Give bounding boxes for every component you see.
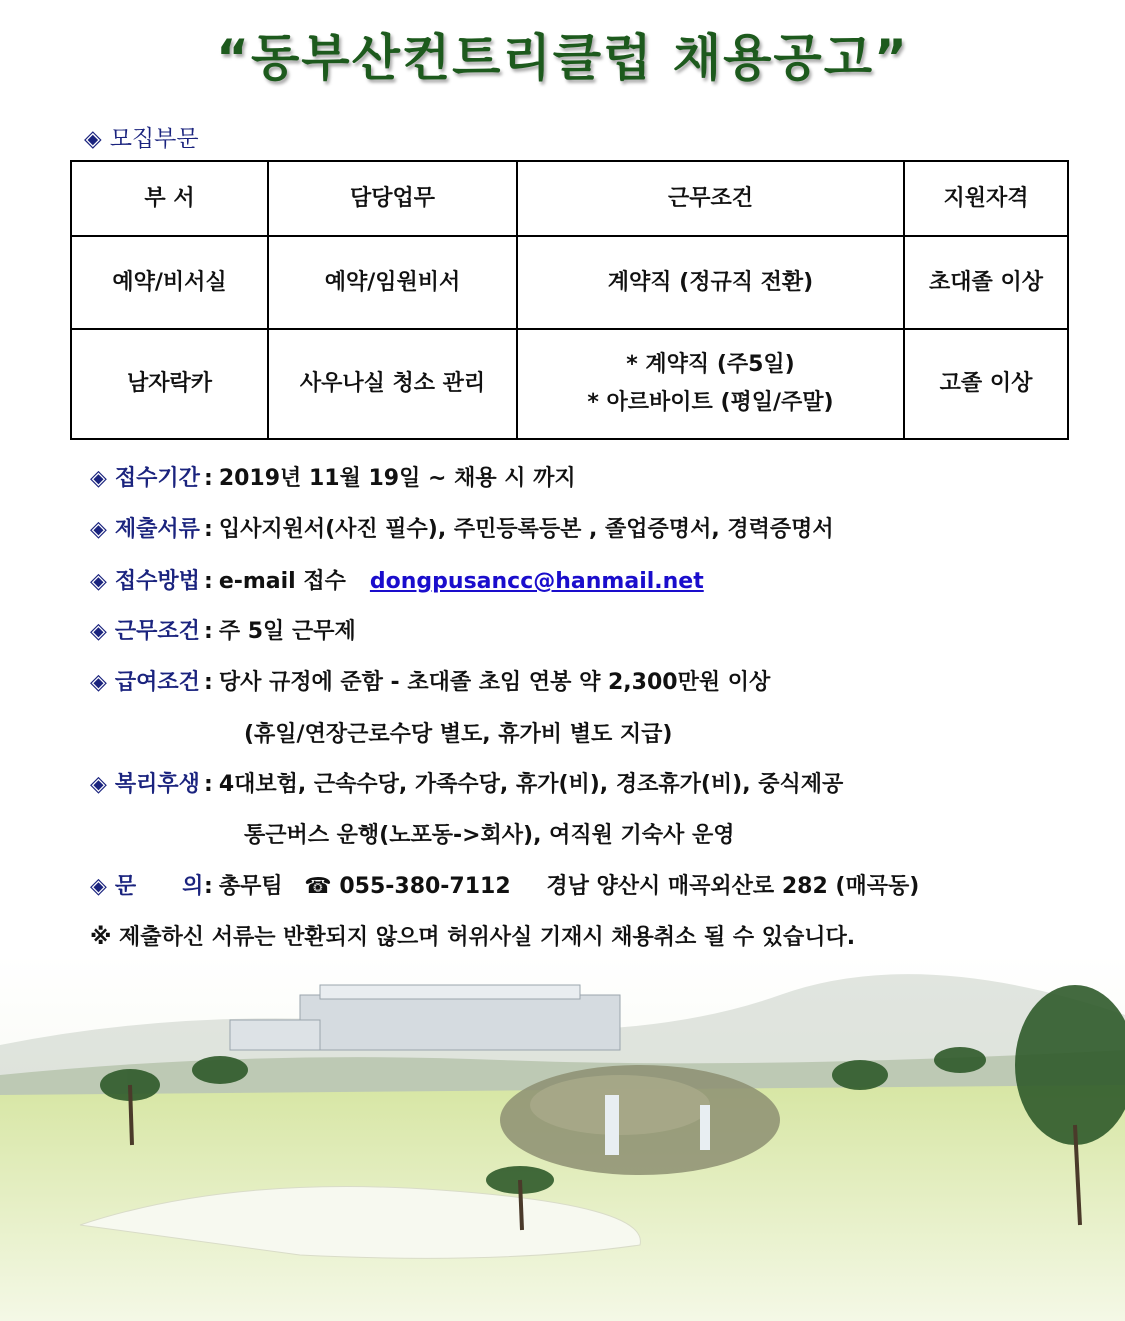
info-contact: ◈ 문 의: 총무팀 ☎ 055-380-7112 경남 양산시 매곡외산로 282 (매곡동) (90, 874, 920, 899)
cell-dept: 남자락카 (71, 329, 268, 439)
info-label: 근무조건 (114, 619, 200, 644)
cell-dept: 예약/비서실 (71, 236, 268, 329)
info-salary-cont: (휴일/연장근로수당 별도, 휴가비 별도 지급) (244, 722, 673, 747)
recruit-section-label: 모집부문 (109, 126, 199, 152)
table-header-row (71, 161, 1068, 236)
diamond-bullet-icon: ◈ (90, 517, 107, 542)
condition-line: * 계약직 (주5일) (626, 352, 795, 377)
cell-qualification: 고졸 이상 (904, 329, 1068, 439)
diamond-bullet-icon: ◈ (90, 466, 107, 491)
page-title: “동부산컨트리클럽 채용공고” (216, 29, 909, 87)
header-conditions: 근무조건 (517, 161, 904, 236)
contact-phone: 055-380-7112 (339, 874, 511, 899)
info-label: 접수방법 (114, 569, 200, 594)
diamond-bullet-icon: ◈ (90, 569, 107, 594)
cell-duty: 사우나실 청소 관리 (268, 329, 517, 439)
info-period: ◈ 접수기간 : 2019년 11월 19일 ~ 채용 시 까지 (90, 466, 576, 491)
info-value: 당사 규정에 준함 - 초대졸 초임 연봉 약 2,300만원 이상 (218, 670, 771, 695)
cell-conditions (517, 329, 904, 439)
recruit-table (70, 160, 1069, 440)
header-duty: 담당업무 (268, 161, 517, 236)
cell-qualification: 초대졸 이상 (904, 236, 1068, 329)
diamond-bullet-icon: ◈ (90, 772, 107, 797)
cell-conditions: 계약직 (정규직 전환) (517, 236, 904, 329)
info-value: 2019년 11월 19일 ~ 채용 시 까지 (218, 466, 576, 491)
info-documents: ◈ 제출서류 : 입사지원서(사진 필수), 주민등록등본 , 졸업증명서, 경력증명서 (90, 517, 834, 542)
info-salary: ◈ 급여조건 : 당사 규정에 준함 - 초대졸 초임 연봉 약 2,300만원 이상 (90, 670, 771, 695)
info-label: 문 의 (114, 874, 204, 899)
info-label: 제출서류 (114, 517, 200, 542)
condition-line: * 아르바이트 (평일/주말) (587, 390, 834, 415)
golf-course-illustration (0, 955, 1125, 1321)
recruit-section-heading (84, 120, 199, 153)
diamond-bullet-icon: ◈ (84, 126, 102, 152)
table-row (71, 329, 1068, 439)
diamond-bullet-icon: ◈ (90, 874, 107, 899)
info-welfare: ◈ 복리후생 : 4대보험, 근속수당, 가족수당, 휴가(비), 경조휴가(비), 중식제공 (90, 772, 844, 797)
phone-icon: ☎ (304, 874, 332, 899)
info-label: 접수기간 (114, 466, 200, 491)
notice-text: ※ 제출하신 서류는 반환되지 않으며 허위사실 기재시 채용취소 될 수 있습니다. (90, 925, 856, 950)
info-value: 주 5일 근무제 (218, 619, 356, 644)
cell-duty: 예약/임원비서 (268, 236, 517, 329)
contact-address: 경남 양산시 매곡외산로 282 (매곡동) (546, 874, 920, 899)
info-work: ◈ 근무조건 : 주 5일 근무제 (90, 619, 356, 644)
info-method: ◈ 접수방법 : e-mail 접수 dongpusancc@hanmail.net (90, 569, 704, 594)
header-qualification: 지원자격 (904, 161, 1068, 236)
email-link[interactable]: dongpusancc@hanmail.net (369, 569, 704, 594)
diamond-bullet-icon: ◈ (90, 619, 107, 644)
info-value: 4대보험, 근속수당, 가족수당, 휴가(비), 경조휴가(비), 중식제공 (218, 772, 844, 797)
info-label: 복리후생 (114, 772, 200, 797)
info-welfare-cont: 통근버스 운행(노포동->회사), 여직원 기숙사 운영 (244, 823, 735, 848)
diamond-bullet-icon: ◈ (90, 670, 107, 695)
info-value: 입사지원서(사진 필수), 주민등록등본 , 졸업증명서, 경력증명서 (218, 517, 834, 542)
info-value: e-mail 접수 (218, 569, 346, 594)
table-row (71, 236, 1068, 329)
contact-team: 총무팀 (218, 874, 283, 899)
header-dept: 부 서 (71, 161, 268, 236)
info-label: 급여조건 (114, 670, 200, 695)
